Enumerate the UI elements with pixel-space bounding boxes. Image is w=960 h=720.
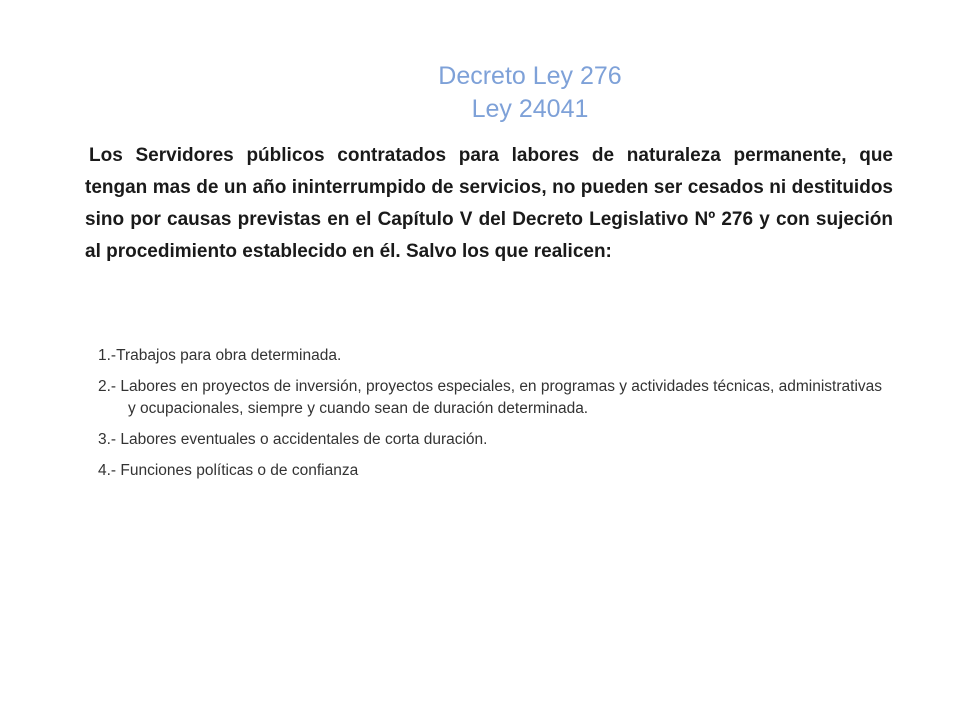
list-item: 2.- Labores en proyectos de inversión, proyectos especiales, en programas y actividades técnicas, administrativas y ocupacionales, siempre y cuando sean de duración determinada.	[98, 378, 883, 417]
title-line-decreto: Decreto Ley 276	[438, 62, 622, 90]
slide-title	[290, 60, 770, 126]
title-line-ley: Ley 24041	[471, 95, 589, 123]
list-item: 4.- Funciones políticas o de confianza	[98, 462, 359, 479]
exceptions-list	[98, 345, 888, 491]
list-item: 3.- Labores eventuales o accidentales de corta duración.	[98, 431, 488, 448]
list-item: 1.-Trabajos para obra determinada.	[98, 347, 342, 364]
intro-paragraph: Los Servidores públicos contratados para labores de naturaleza permanente, que tengan mas de un año ininterrumpido de servicios, no pueden ser cesados ni destituidos sino por causas previstas en el Capítulo V del Decreto Legislativo Nº 276 y con sujeción al procedimiento establecido en él. Salvo los que realicen:	[85, 145, 893, 262]
